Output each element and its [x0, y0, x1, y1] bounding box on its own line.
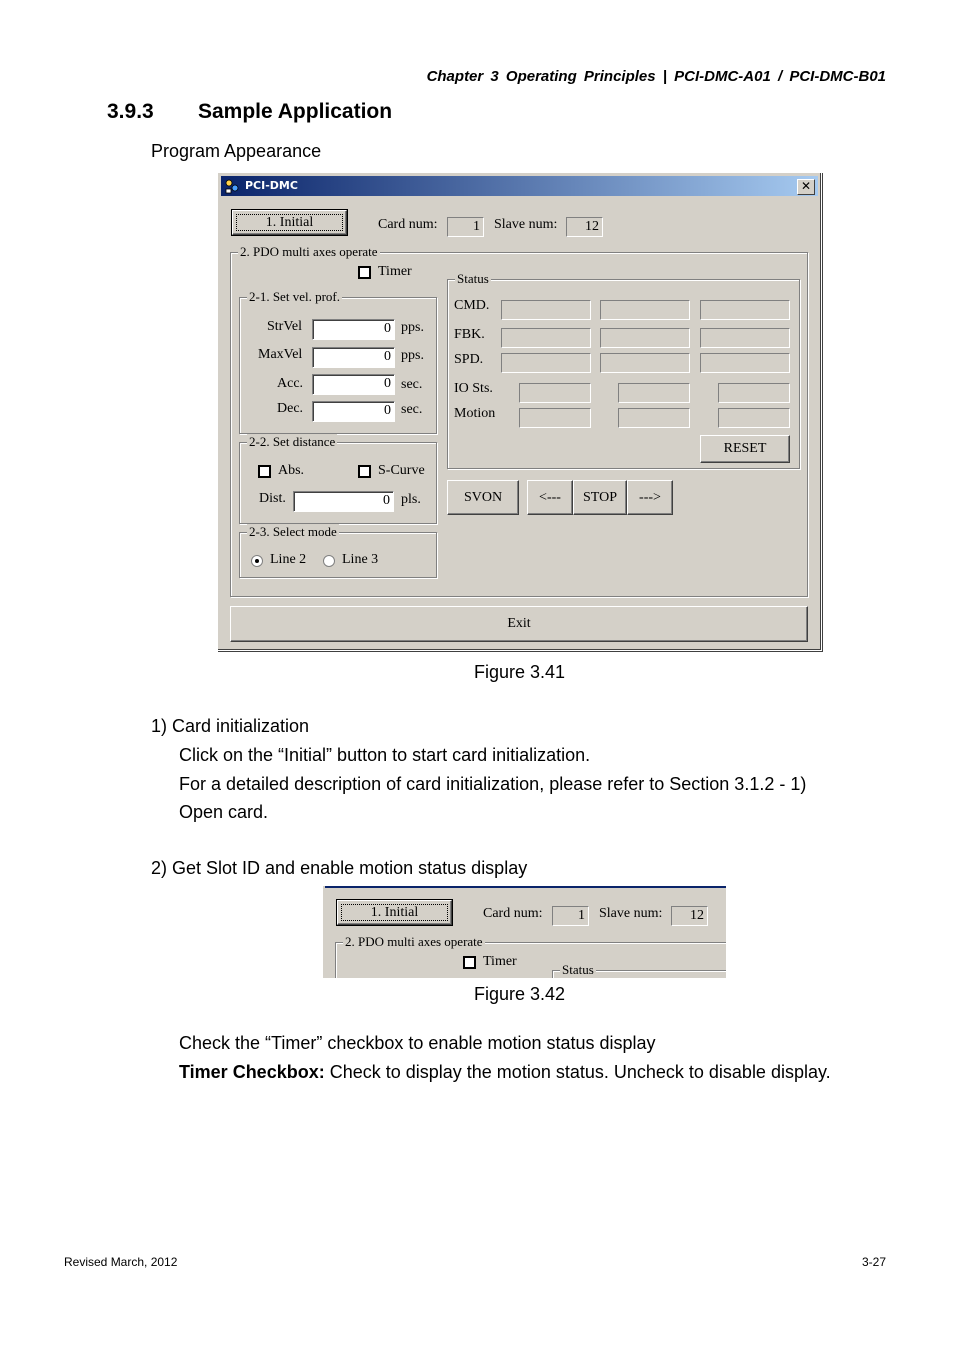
fig2-initial-button-label: 1. Initial — [370, 905, 419, 920]
page-header: Chapter 3 Operating Principles | PCI-DMC-A01 / PCI-DMC-B01 — [426, 68, 886, 85]
fig2-pdo-group — [335, 934, 726, 978]
strvel-input[interactable]: 0 — [312, 319, 395, 340]
line2-radio[interactable] — [251, 555, 263, 567]
figure-3-41-caption: Figure 3.41 — [474, 662, 566, 682]
motion-field-3 — [718, 408, 790, 428]
io-sts-label: IO Sts. — [454, 381, 493, 396]
s-curve-label: S-Curve — [378, 463, 425, 478]
check-timer-text: Check the “Timer” checkbox to enable motion status display — [179, 1033, 656, 1053]
motion-field-2 — [618, 408, 690, 428]
vel-profile-group — [239, 289, 437, 434]
pci-dmc-dialog — [217, 172, 822, 651]
cmd-field-1 — [501, 300, 591, 320]
fig2-card-num-field: 1 — [552, 906, 589, 926]
timer-checkbox-description — [179, 1062, 831, 1083]
spd-field-2 — [600, 353, 690, 373]
maxvel-input[interactable]: 0 — [312, 347, 395, 368]
fig2-timer-checkbox[interactable] — [463, 956, 476, 969]
distance-group — [239, 434, 437, 524]
timer-label: Timer — [378, 264, 412, 279]
strvel-label: StrVel — [267, 319, 302, 334]
timer-checkbox-term: Timer Checkbox: — [179, 1062, 325, 1082]
strvel-unit: pps. — [401, 320, 424, 335]
fig2-pdo-group-label: 2. PDO multi axes operate — [345, 934, 483, 949]
card-num-field: 1 — [447, 217, 484, 237]
svon-button[interactable]: SVON — [447, 480, 519, 515]
dist-label: Dist. — [259, 491, 286, 506]
title-bar[interactable] — [221, 176, 818, 196]
jog-right-button[interactable]: ---> — [627, 480, 673, 515]
item1-line1: Click on the “Initial” button to start card initialization. — [179, 745, 591, 765]
slave-num-field: 12 — [566, 217, 603, 237]
io-sts-field-1 — [519, 383, 591, 403]
status-group — [447, 271, 800, 469]
initial-button[interactable] — [232, 210, 347, 235]
timer-checkbox[interactable] — [358, 266, 371, 279]
maxvel-unit: pps. — [401, 348, 424, 363]
reset-button[interactable]: RESET — [700, 435, 790, 463]
close-button[interactable] — [797, 179, 815, 195]
fbk-field-2 — [600, 328, 690, 348]
figure-3-42-crop — [321, 886, 726, 978]
section-number: 3.9.3 — [107, 100, 154, 123]
abs-checkbox[interactable] — [258, 465, 271, 478]
stop-button[interactable]: STOP — [573, 480, 627, 515]
item1-line2: For a detailed description of card initialization, please refer to Section 3.1.2 - 1) — [179, 774, 807, 794]
item1-line3: Open card. — [179, 802, 269, 822]
crop-titlebar-edge — [325, 886, 726, 888]
line2-label: Line 2 — [270, 552, 307, 567]
fbk-field-3 — [700, 328, 790, 348]
fig2-slave-num-label: Slave num: — [599, 906, 663, 921]
fig2-card-num-label: Card num: — [483, 906, 543, 921]
program-appearance-label: Program Appearance — [151, 141, 322, 161]
spd-label: SPD. — [454, 352, 484, 367]
item1-title: 1) Card initialization — [151, 716, 310, 736]
item2-title: 2) Get Slot ID and enable motion status display — [151, 858, 528, 878]
fig2-timer-label: Timer — [483, 954, 517, 969]
fbk-label: FBK. — [454, 327, 485, 342]
abs-label: Abs. — [278, 463, 305, 478]
card-num-label: Card num: — [378, 217, 438, 232]
section-title: Sample Application — [198, 100, 393, 123]
fig2-slave-num-field: 12 — [671, 906, 708, 926]
motion-label: Motion — [454, 406, 496, 421]
fig2-initial-button[interactable] — [337, 900, 452, 925]
distance-group-label: 2-2. Set distance — [249, 434, 336, 449]
figure-3-42-caption: Figure 3.42 — [474, 984, 566, 1004]
io-sts-field-3 — [718, 383, 790, 403]
maxvel-label: MaxVel — [258, 347, 303, 362]
acc-unit: sec. — [401, 377, 423, 392]
mode-group-label: 2-3. Select mode — [249, 524, 337, 539]
dec-input[interactable]: 0 — [312, 401, 395, 422]
dec-label: Dec. — [277, 401, 304, 416]
mode-group — [239, 524, 437, 578]
footer-revised: Revised March, 2012 — [64, 1255, 178, 1269]
status-group-label: Status — [457, 271, 489, 286]
fig2-status-group-label: Status — [562, 962, 594, 977]
fbk-field-1 — [501, 328, 591, 348]
initial-button-label: 1. Initial — [265, 215, 314, 230]
spd-field-3 — [700, 353, 790, 373]
timer-checkbox-definition: Check to display the motion status. Uncheck to disable display. — [324, 1062, 831, 1082]
exit-button[interactable]: Exit — [230, 606, 808, 642]
app-icon — [224, 178, 240, 194]
dec-unit: sec. — [401, 402, 423, 417]
slave-num-label: Slave num: — [494, 217, 558, 232]
dist-input[interactable]: 0 — [293, 491, 394, 512]
cmd-label: CMD. — [454, 298, 490, 313]
footer-page-number: 3-27 — [861, 1255, 886, 1269]
line3-label: Line 3 — [342, 552, 379, 567]
vel-profile-group-label: 2-1. Set vel. prof. — [249, 289, 340, 304]
dist-unit: pls. — [401, 492, 421, 507]
cmd-field-2 — [600, 300, 690, 320]
pdo-group — [230, 244, 808, 597]
acc-label: Acc. — [277, 376, 304, 391]
spd-field-1 — [501, 353, 591, 373]
motion-field-1 — [519, 408, 591, 428]
fig2-status-group — [552, 962, 726, 978]
jog-left-button[interactable]: <--- — [527, 480, 573, 515]
line3-radio[interactable] — [323, 555, 335, 567]
acc-input[interactable]: 0 — [312, 374, 395, 395]
io-sts-field-2 — [618, 383, 690, 403]
pdo-group-label: 2. PDO multi axes operate — [240, 244, 378, 259]
cmd-field-3 — [700, 300, 790, 320]
window-title: PCI-DMC — [245, 179, 298, 192]
close-icon: ✕ — [800, 179, 812, 193]
s-curve-checkbox[interactable] — [358, 465, 371, 478]
